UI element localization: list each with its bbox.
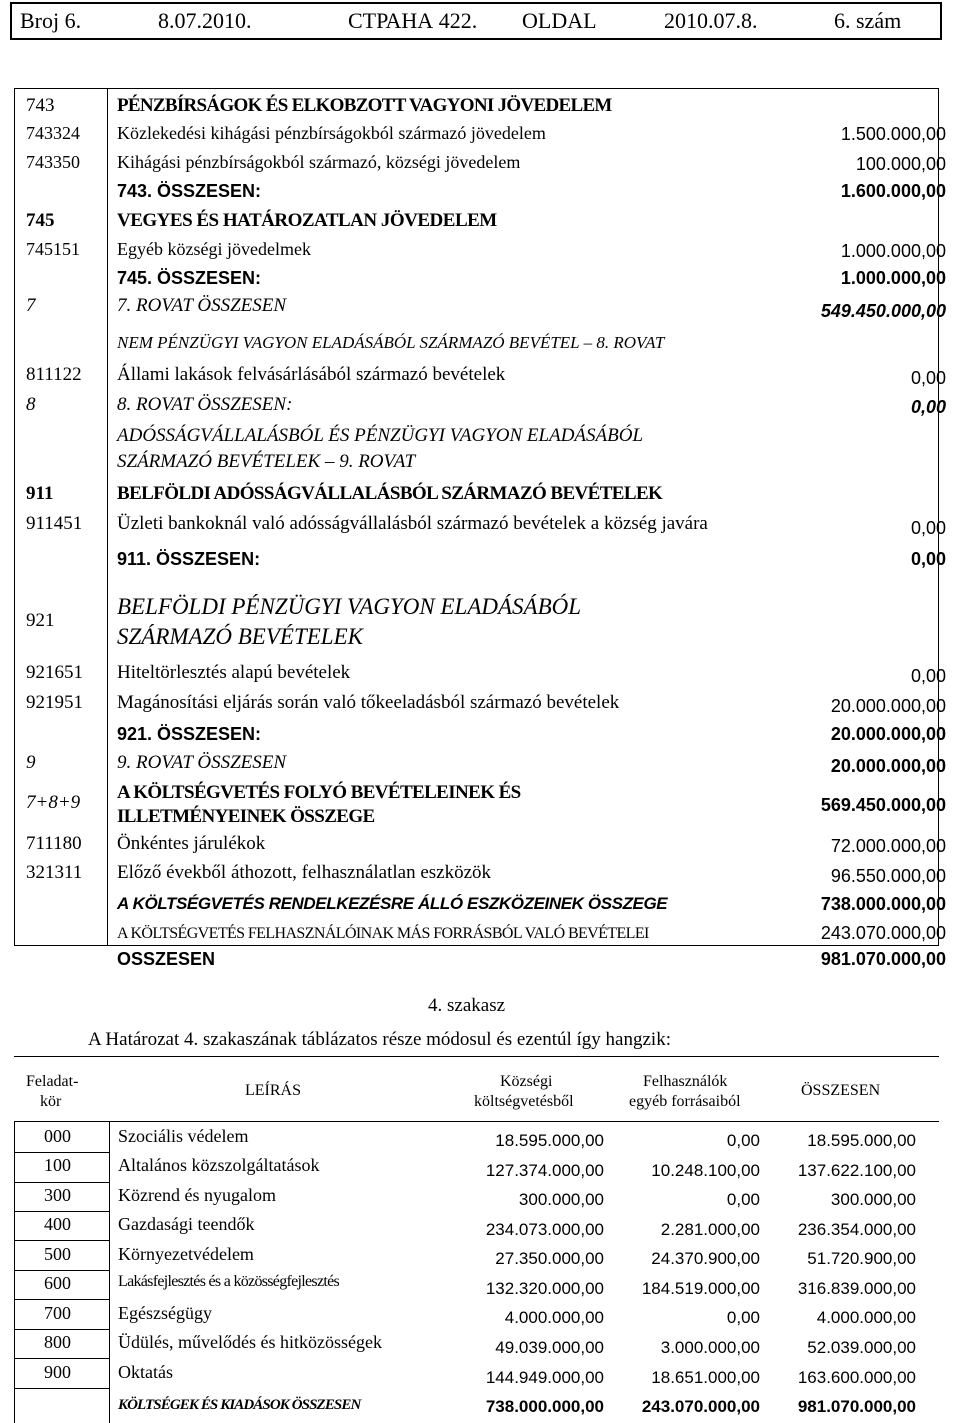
function-code: 300 [44, 1185, 71, 1205]
budget-code: 711180 [26, 833, 82, 854]
budget-desc: Előző évekből áthozott, felhasználatlan eszközök [117, 862, 492, 883]
budget-code: 911451 [26, 513, 83, 534]
other-value: 18.651.000,00 [651, 1368, 760, 1387]
issue-hungarian: 6. szám [834, 8, 902, 33]
budget-code: 921951 [26, 692, 83, 713]
budget-amount: 20.000.000,00 [830, 724, 946, 744]
budget-section-title: SZÁRMAZÓ BEVÉTELEK [117, 624, 363, 649]
header-budget-line2: költségvetésből [474, 1093, 574, 1110]
budget-code: 745151 [26, 239, 80, 259]
total-value: 236.354.000,00 [797, 1220, 916, 1239]
budget-subtotal-label: 921. ÖSSZESEN: [117, 724, 262, 744]
budget-code: 743350 [26, 152, 80, 172]
budget-value: 49.039.000,00 [495, 1338, 604, 1357]
date-right: 2010.07.8. [664, 8, 758, 33]
budget-desc: 9. ROVAT ÖSSZESEN [117, 752, 287, 773]
total-value: 316.839.000,00 [797, 1279, 916, 1298]
budget-value: 300.000,00 [518, 1190, 604, 1209]
budget-value: 127.374.000,00 [485, 1161, 604, 1180]
expenditure-total-label: KÖLTSÉGEK ÉS KIADÁSOK ÖSSZESEN [118, 1397, 361, 1413]
other-value: 0,00 [726, 1308, 760, 1327]
budget-code: 7 [26, 295, 36, 316]
function-desc: Oktatás [118, 1362, 173, 1382]
budget-grand-total-label: OSSZESEN [117, 949, 216, 969]
total-value: 51.720.900,00 [807, 1249, 916, 1268]
budget-desc: Közlekedési kihágási pénzbírságokból származó jövedelem [117, 123, 546, 143]
budget-code: 921 [26, 610, 55, 631]
other-value: 10.248.100,00 [651, 1161, 760, 1180]
budget-desc: 7. ROVAT ÖSSZESEN [117, 295, 287, 316]
function-desc: Gazdasági teendők [118, 1214, 255, 1234]
budget-amount: 1.600.000,00 [840, 181, 946, 201]
budget-amount: 1.000.000,00 [840, 241, 946, 261]
budget-amount: 738.000.000,00 [820, 894, 946, 914]
function-desc: Lakásfejlesztés és a közösségfejlesztés [118, 1273, 340, 1290]
budget-value: 234.073.000,00 [485, 1220, 604, 1239]
other-value: 0,00 [726, 1131, 760, 1150]
function-desc: Közrend és nyugalom [118, 1185, 276, 1205]
budget-amount: 0,00 [910, 666, 946, 686]
budget-section-title: NEM PÉNZÜGYI VAGYON ELADÁSÁBÓL SZÁRMAZÓ BEVÉTEL – 8. ROVAT [117, 333, 665, 352]
header-other-line1: Felhasználók [643, 1073, 728, 1090]
budget-desc: Hiteltörlesztés alapú bevételek [117, 662, 351, 683]
other-value: 2.281.000,00 [660, 1220, 760, 1239]
budget-desc: Üzleti bankoknál való adósságvállalásból származó bevételek a község javára [117, 513, 708, 534]
budget-total: 738.000.000,00 [485, 1397, 604, 1416]
budget-value: 27.350.000,00 [495, 1249, 604, 1268]
budget-subtotal-label: 911. ÖSSZESEN: [117, 549, 261, 569]
budget-desc: Magánosítási eljárás során való tőkeeladásból származó bevételek [117, 692, 620, 713]
budget-amount: 549.450.000,00 [820, 301, 946, 321]
budget-subtotal-label: 743. ÖSSZESEN: [117, 181, 262, 201]
total-value: 4.000.000,00 [816, 1308, 916, 1327]
total-value: 300.000,00 [830, 1190, 916, 1209]
budget-code: 743 [26, 95, 55, 116]
function-code: 800 [44, 1332, 71, 1352]
function-code: 600 [44, 1273, 71, 1293]
budget-code: 745 [26, 210, 55, 231]
header-other-line2: egyéb forrásaiból [629, 1093, 741, 1110]
page-header [10, 2, 942, 40]
header-budget-line1: Községi [500, 1073, 553, 1090]
budget-section-title: SZÁRMAZÓ BEVÉTELEK – 9. ROVAT [117, 451, 416, 472]
budget-amount: 569.450.000,00 [820, 795, 946, 815]
header-total: ÖSSZESEN [801, 1082, 881, 1099]
total-value: 18.595.000,00 [807, 1131, 916, 1150]
budget-amount: 1.000.000,00 [840, 268, 946, 288]
section-title: 4. szakasz [428, 995, 506, 1016]
function-code: 900 [44, 1362, 71, 1382]
other-value: 184.519.000,00 [641, 1279, 760, 1298]
budget-code: 7+8+9 [26, 792, 81, 813]
function-code: 400 [44, 1214, 71, 1234]
function-desc: Üdülés, művelődés és hitközösségek [118, 1332, 382, 1352]
date-left: 8.07.2010. [158, 8, 252, 33]
budget-desc: Kihágási pénzbírságokból származó, községi jövedelem [117, 152, 521, 172]
other-value: 0,00 [726, 1190, 760, 1209]
total-value: 137.622.100,00 [797, 1161, 916, 1180]
function-desc: Környezetvédelem [118, 1244, 254, 1264]
budget-amount: 0,00 [910, 368, 946, 388]
total-value: 52.039.000,00 [807, 1338, 916, 1357]
section-intro: A Határozat 4. szakaszának táblázatos része módosul és ezentúl így hangzik: [88, 1029, 671, 1050]
budget-amount: 243.070.000,00 [820, 923, 946, 943]
budget-desc: A KÖLTSÉGVETÉS FELHASZNÁLÓINAK MÁS FORRÁSBÓL VALÓ BEVÉTELEI [117, 925, 649, 942]
budget-code: 811122 [26, 364, 82, 385]
budget-desc: PÉNZBÍRSÁGOK ÉS ELKOBZOTT VAGYONI JÖVEDELEM [117, 95, 612, 116]
header-description: LEÍRÁS [245, 1082, 301, 1099]
budget-desc: 8. ROVAT ÖSSZESEN: [117, 394, 293, 415]
budget-section-title: ADÓSSÁGVÁLLALÁSBÓL ÉS PÉNZÜGYI VAGYON ELADÁSÁBÓL [117, 425, 644, 446]
function-desc: Szociális védelem [118, 1126, 249, 1146]
budget-desc: Állami lakások felvásárlásából származó bevételek [117, 364, 506, 385]
budget-amount: 20.000.000,00 [830, 696, 946, 716]
budget-value: 18.595.000,00 [495, 1131, 604, 1150]
issue-number: Broj 6. [20, 8, 82, 33]
budget-desc: VEGYES ÉS HATÁROZATLAN JÖVEDELEM [117, 210, 497, 231]
budget-desc: ILLETMÉNYEINEK ÖSSZEGE [117, 806, 375, 827]
budget-amount: 20.000.000,00 [830, 756, 946, 776]
budget-desc: BELFÖLDI ADÓSSÁGVÁLLALÁSBÓL SZÁRMAZÓ BEVÉTELEK [117, 483, 663, 504]
function-code: 000 [44, 1126, 71, 1146]
budget-desc: Egyéb községi jövedelmek [117, 239, 311, 259]
budget-amount: 96.550.000,00 [830, 866, 946, 886]
budget-section-title: BELFÖLDI PÉNZÜGYI VAGYON ELADÁSÁBÓL [117, 594, 582, 619]
header-function-line2: kör [40, 1093, 62, 1110]
function-code: 500 [44, 1244, 71, 1264]
budget-code: 8 [26, 394, 36, 415]
budget-value: 4.000.000,00 [504, 1308, 604, 1327]
other-value: 3.000.000,00 [660, 1338, 760, 1357]
header-function-line1: Feladat- [26, 1073, 79, 1090]
page-label-hungarian: OLDAL [522, 8, 597, 33]
total-value: 163.600.000,00 [797, 1368, 916, 1387]
budget-desc: A KÖLTSÉGVETÉS FOLYÓ BEVÉTELEINEK ÉS [117, 782, 521, 803]
budget-code: 743324 [26, 123, 80, 143]
budget-amount: 0,00 [910, 518, 946, 538]
budget-value: 144.949.000,00 [485, 1368, 604, 1387]
budget-amount: 100.000,00 [855, 154, 946, 174]
budget-desc: Önkéntes járulékok [117, 833, 266, 854]
function-code: 700 [44, 1303, 71, 1323]
budget-amount: 0,00 [910, 549, 946, 569]
budget-amount: 981.070.000,00 [820, 949, 946, 969]
page-label-cyrillic: СТРАНА 422. [348, 8, 478, 33]
other-total: 243.070.000,00 [641, 1397, 760, 1416]
budget-code: 9 [26, 752, 36, 773]
budget-subtotal-label: 745. ÖSSZESEN: [117, 268, 262, 288]
budget-code: 921651 [26, 662, 83, 683]
budget-value: 132.320.000,00 [485, 1279, 604, 1298]
function-desc: Egészségügy [118, 1303, 212, 1323]
budget-amount: 0,00 [910, 397, 946, 417]
budget-desc: A KÖLTSÉGVETÉS RENDELKEZÉSRE ÁLLÓ ESZKÖZEINEK ÖSSZEGE [117, 894, 668, 913]
budget-code: 321311 [26, 862, 83, 883]
other-value: 24.370.900,00 [651, 1249, 760, 1268]
function-code: 100 [44, 1155, 71, 1175]
budget-amount: 1.500.000,00 [840, 124, 946, 144]
function-desc: Altalános közszolgáltatások [118, 1155, 320, 1175]
grand-total: 981.070.000,00 [797, 1397, 916, 1416]
budget-code: 911 [26, 483, 54, 504]
budget-amount: 72.000.000,00 [830, 836, 946, 856]
